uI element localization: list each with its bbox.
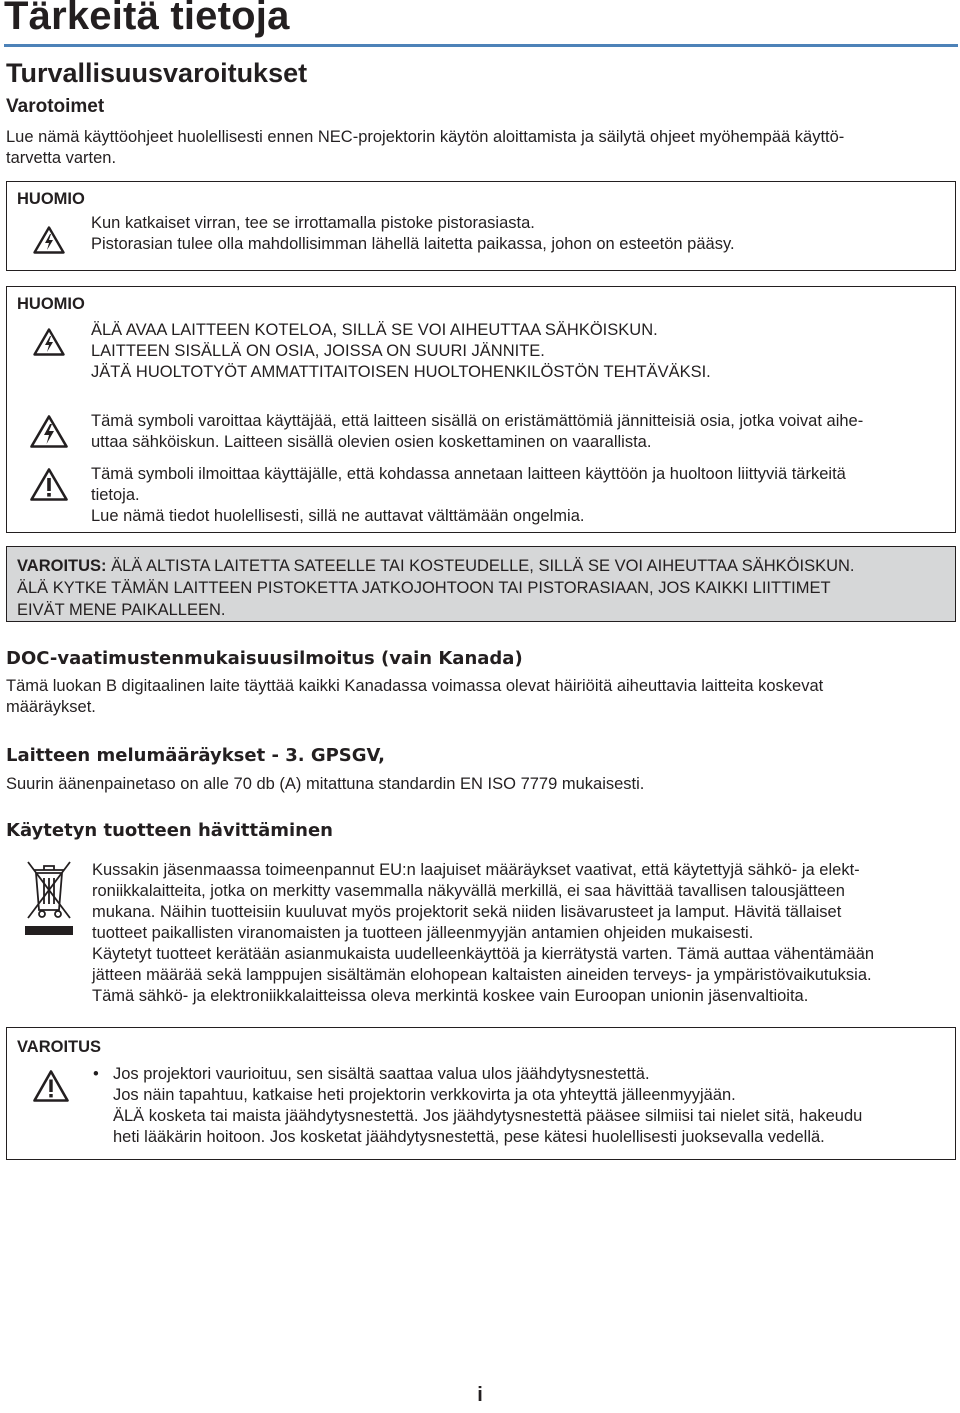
caution-box-high-voltage [6,286,956,533]
doc-heading: DOC-vaatimustenmukaisuusilmoitus (vain Kanada) [6,648,523,669]
subsection-title: Varotoimet [6,96,105,117]
disposal-text-line: mukana. Näihin tuotteisiin kuuluvat myös projektorit sekä niiden lisävarusteet ja lamput. Hävitä tällaiset [92,903,842,921]
crossed-out-bin-icon [22,858,76,938]
symbol-text-line: tietoja. [91,486,140,504]
warning-band-line: EIVÄT MENE PAIKALLEEN. [17,601,226,619]
lightning-warning-icon [33,226,65,254]
doc-text-line: määräykset. [6,698,96,716]
disposal-heading: Käytetyn tuotteen hävittäminen [6,820,333,841]
title-rule [4,44,958,47]
warning-text-line: Jos projektori vaurioituu, sen sisältä saattaa valua ulos jäähdytysnestettä. [113,1065,650,1083]
caution-text-line: ÄLÄ AVAA LAITTEEN KOTELOA, SILLÄ SE VOI AIHEUTTAA SÄHKÖISKUN. [91,321,658,339]
caution-text-line: LAITTEEN SISÄLLÄ ON OSIA, JOISSA ON SUURI JÄNNITE. [91,342,545,360]
disposal-text-line: tuotteet paikallisten viranomaisten ja tuotteen jälleenmyyjän antamien ohjeiden mukaisesti. [92,924,754,942]
section-title: Turvallisuusvaroitukset [6,58,308,88]
exclamation-warning-icon [30,468,68,501]
caution-label: HUOMIO [17,295,85,313]
symbol-text-line: Tämä symboli varoittaa käyttäjää, että laitteen sisällä on eristämättömiä jännitteisiä osia, jotka voivat aihe- [91,412,864,430]
caution-text-line: Kun katkaiset virran, tee se irrottamalla pistoke pistorasiasta. [91,214,535,232]
warning-band-label: VAROITUS: [17,557,107,575]
disposal-text-line: roniikkalaitteita, jotka on merkitty vasemmalla näkyvällä merkillä, ei saa hävittää tavallisen talousjätteen [92,882,845,900]
disposal-text-line: Kussakin jäsenmaassa toimeenpannut EU:n laajuiset määräykset vaativat, että käytettyjä sähkö- ja elekt- [92,861,860,879]
page-number: i [477,1384,483,1406]
caution-label: HUOMIO [17,190,85,208]
warning-text-line: heti lääkärin hoitoon. Jos kosketat jäähdytysnestettä, pese kätesi huolellisesti juoksevalla vedellä. [113,1128,825,1146]
warning-text-line: ÄLÄ kosketa tai maista jäähdytysnestettä. Jos jäähdytysnestettä pääsee silmiisi tai nielet sitä, hakeudu [113,1107,863,1125]
noise-text: Suurin äänenpainetaso on alle 70 db (A) mitattuna standardin EN ISO 7779 mukaisesti. [6,775,645,793]
disposal-paragraph [92,860,956,1007]
intro-paragraph [6,127,956,169]
exclamation-warning-icon [33,1070,69,1102]
disposal-text-line: jätteen määrää sekä lamppujen sisältämän elohopean kaltaisten aineiden terveys- ja ympäristövaikutuksia. [92,966,872,984]
doc-text-line: Tämä luokan B digitaalinen laite täyttää kaikki Kanadassa voimassa olevat häiriöitä aiheuttavia laitteita koskevat [6,677,824,695]
disposal-text-line: Tämä sähkö- ja elektroniikkalaitteissa oleva merkintä koskee vain Euroopan unionin jäsenvaltioita. [92,987,809,1005]
intro-line: tarvetta varten. [6,149,117,167]
page-title: Tärkeitä tietoja [4,0,290,38]
lightning-warning-icon [33,328,65,356]
warning-band-line: ÄLÄ KYTKE TÄMÄN LAITTEEN PISTOKETTA JATKOJOHTOON TAI PISTORASIAAN, JOS KAIKKI LIITTIMET [17,579,831,597]
symbol-text-line: Tämä symboli ilmoittaa käyttäjälle, että kohdassa annetaan laitteen käyttöön ja huoltoon liittyviä tärkeitä [91,465,846,483]
symbol-text-line: uttaa sähköiskun. Laitteen sisällä olevien osien koskettaminen on vaarallista. [91,433,652,451]
disposal-text-line: Käytetyt tuotteet kerätään asianmukaista uudelleenkäyttöä ja kierrätystä varten. Tämä auttaa vähentämään [92,945,875,963]
doc-paragraph [6,676,956,718]
noise-heading: Laitteen melumääräykset - 3. GPSGV, [6,745,385,766]
warning-label: VAROITUS [17,1038,102,1056]
caution-text-line: JÄTÄ HUOLTOTYÖT AMMATTITAITOISEN HUOLTOHENKILÖSTÖN TEHTÄVÄKSI. [91,363,711,381]
caution-box-power [6,181,956,271]
symbol-text-line: Lue nämä tiedot huolellisesti, sillä ne auttavat välttämään ongelmia. [91,507,585,525]
intro-line: Lue nämä käyttöohjeet huolellisesti ennen NEC-projektorin käytön aloittamista ja säilytä ohjeet myöhempää käyttö- [6,128,845,146]
warning-band-line [17,555,949,577]
coolant-warning-box [6,1027,956,1160]
caution-text-line: Pistorasian tulee olla mahdollisimman lähellä laitetta paikassa, johon on esteetön pääsy. [91,235,735,253]
lightning-warning-icon [30,415,68,448]
warning-band-text: ÄLÄ ALTISTA LAITETTA SATEELLE TAI KOSTEUDELLE, SILLÄ SE VOI AIHEUTTAA SÄHKÖISKUN. [111,557,855,575]
warning-text-line: Jos näin tapahtuu, katkaise heti projektorin verkkovirta ja ota yhteyttä jälleenmyyjään. [113,1086,736,1104]
bullet: • [93,1065,99,1083]
moisture-warning-band [6,546,956,622]
